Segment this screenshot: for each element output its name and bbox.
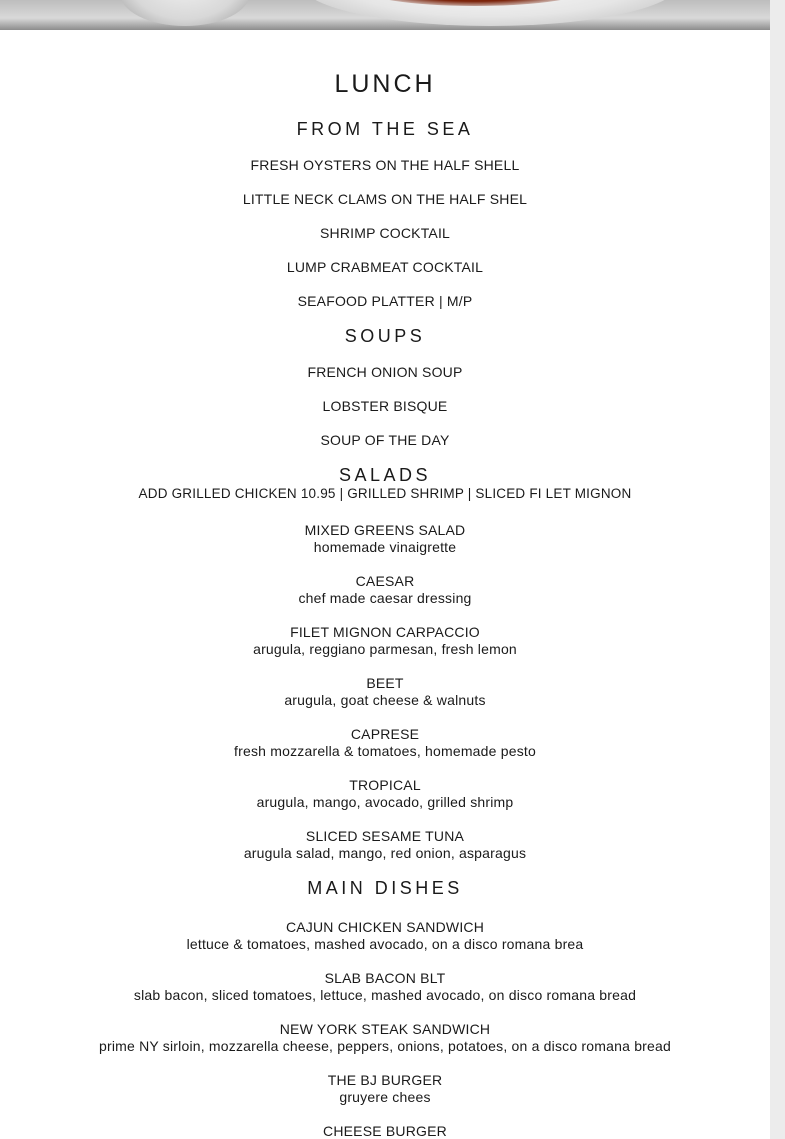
menu-item-name: SEAFOOD PLATTER | M/P <box>297 293 473 309</box>
menu-item-name: THE BJ BURGER <box>327 1072 443 1088</box>
menu-item-description: lettuce & tomatoes, mashed avocado, on a disco romana brea <box>186 936 584 952</box>
menu-item <box>0 828 770 862</box>
menu-item-description: arugula, mango, avocado, grilled shrimp <box>256 794 514 810</box>
menu-item <box>0 726 770 760</box>
menu-item-name: SOUP OF THE DAY <box>320 432 450 448</box>
menu-item <box>0 1123 770 1139</box>
menu-item-name: FRENCH ONION SOUP <box>307 364 463 380</box>
menu-item-name: SLAB BACON BLT <box>324 970 446 986</box>
section-heading-main-dishes: MAIN DISHES <box>307 878 463 898</box>
menu-item-name: MIXED GREENS SALAD <box>304 522 466 538</box>
menu-item <box>0 1021 770 1055</box>
menu-item-name: FRESH OYSTERS ON THE HALF SHELL <box>250 157 520 173</box>
section-heading-salads: SALADS <box>338 465 432 485</box>
menu-item-description: fresh mozzarella & tomatoes, homemade pesto <box>234 743 536 759</box>
menu-item-description: chef made caesar dressing <box>298 590 472 606</box>
menu-item-name: FILET MIGNON CARPACCIO <box>290 624 480 640</box>
menu-item <box>0 919 770 953</box>
menu-item-name: SHRIMP COCKTAIL <box>319 225 451 241</box>
menu-item <box>0 157 770 174</box>
menu-item <box>0 777 770 811</box>
menu-item <box>0 259 770 276</box>
menu-item-name: TROPICAL <box>349 777 421 793</box>
menu-item <box>0 522 770 556</box>
menu-item <box>0 432 770 449</box>
menu-item <box>0 675 770 709</box>
menu-item <box>0 364 770 381</box>
menu-item-name: CAPRESE <box>350 726 420 742</box>
menu-item-name: BEET <box>366 675 404 691</box>
menu-item-name: NEW YORK STEAK SANDWICH <box>279 1021 491 1037</box>
menu-item-name: CAJUN CHICKEN SANDWICH <box>285 919 485 935</box>
menu-item-description: homemade vinaigrette <box>313 539 457 555</box>
menu-item-description: arugula salad, mango, red onion, asparagus <box>243 845 527 861</box>
menu-item-name: LUMP CRABMEAT COCKTAIL <box>286 259 484 275</box>
bowl-image <box>120 0 250 26</box>
menu-item <box>0 293 770 310</box>
menu-item-description: arugula, goat cheese & walnuts <box>284 692 486 708</box>
menu-item-name: SLICED SESAME TUNA <box>305 828 465 844</box>
section-heading-soups: SOUPS <box>344 326 426 346</box>
menu-item-description: gruyere chees <box>339 1089 431 1105</box>
menu-item <box>0 624 770 658</box>
hero-food-photo <box>0 0 770 30</box>
menu-item-name: LOBSTER BISQUE <box>322 398 448 414</box>
menu-title: LUNCH <box>334 70 436 98</box>
menu-item <box>0 225 770 242</box>
menu-item-description: arugula, reggiano parmesan, fresh lemon <box>253 641 517 657</box>
menu-item-name: CAESAR <box>355 573 415 589</box>
menu-item <box>0 398 770 415</box>
menu-item-description: prime NY sirloin, mozzarella cheese, peppers, onions, potatoes, on a disco romana bread <box>99 1038 671 1054</box>
menu-item <box>0 1072 770 1106</box>
menu-item <box>0 970 770 1004</box>
menu-item-name: LITTLE NECK CLAMS ON THE HALF SHEL <box>242 191 528 207</box>
scrollbar[interactable] <box>770 0 785 1139</box>
menu-item-name: CHEESE BURGER <box>323 1123 447 1139</box>
menu-item-description: slab bacon, sliced tomatoes, lettuce, mashed avocado, on disco romana bread <box>133 987 637 1003</box>
salads-add-on-note: ADD GRILLED CHICKEN 10.95 | GRILLED SHRIMP | SLICED FI LET MIGNON <box>138 486 632 501</box>
section-heading-from-the-sea: FROM THE SEA <box>296 119 474 139</box>
menu-item <box>0 191 770 208</box>
menu-item <box>0 573 770 607</box>
